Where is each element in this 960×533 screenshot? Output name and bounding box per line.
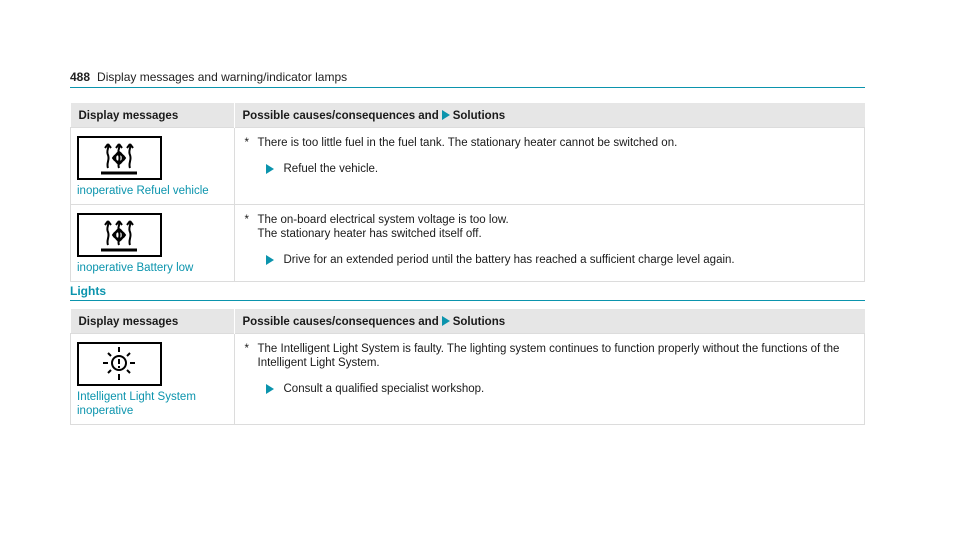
- causes-solutions-cell: [234, 205, 865, 282]
- solution-text: Consult a qualified specialist workshop.: [283, 383, 485, 395]
- solution-item: [241, 382, 859, 396]
- bullet-asterisk: *: [244, 214, 249, 226]
- display-message-line2: inoperative: [77, 405, 134, 417]
- solution-arrow-icon: [266, 164, 274, 174]
- cause-text-line2: The stationary heater has switched itself off.: [257, 228, 482, 240]
- heater-messages-table: [70, 103, 865, 282]
- display-message-cell: [71, 128, 235, 205]
- bullet-asterisk: *: [244, 137, 249, 149]
- stationary-heater-icon: [77, 213, 162, 257]
- cause-item: [241, 213, 859, 241]
- display-message-line1: Intelligent Light System: [77, 391, 196, 403]
- section-title-lights: Lights: [70, 284, 106, 298]
- solution-arrow-icon: [442, 110, 450, 120]
- cause-text: The on-board electrical system voltage is too low.: [257, 214, 509, 226]
- column-header-solutions: Solutions: [452, 110, 506, 122]
- table-row: [71, 334, 865, 425]
- solution-arrow-icon: [442, 316, 450, 326]
- column-header-display-messages: Display messages: [71, 103, 235, 128]
- stationary-heater-icon: [77, 136, 162, 180]
- table-header-row: [71, 309, 865, 334]
- column-header-solutions: Solutions: [452, 316, 506, 328]
- cause-item: [241, 342, 859, 370]
- cause-text: The Intelligent Light System is faulty. The lighting system continues to function properly without the functions of the Intelligent Light System.: [257, 343, 840, 369]
- display-message-text: inoperative Refuel vehicle: [77, 185, 209, 197]
- intelligent-light-warning-icon: [77, 342, 162, 386]
- solution-text: Refuel the vehicle.: [283, 163, 379, 175]
- cause-item: [241, 136, 859, 150]
- column-header-causes-solutions: [234, 309, 865, 334]
- page-number: 488: [70, 70, 91, 84]
- table-header-row: [71, 103, 865, 128]
- column-header-causes: Possible causes/consequences and: [242, 316, 439, 328]
- bullet-asterisk: *: [244, 343, 249, 355]
- display-message-text: inoperative Battery low: [77, 262, 194, 274]
- cause-text: There is too little fuel in the fuel tank. The stationary heater cannot be switched on.: [257, 137, 678, 149]
- display-message-cell: [71, 334, 235, 425]
- solution-text: Drive for an extended period until the battery has reached a sufficient charge level again.: [283, 254, 735, 266]
- causes-solutions-cell: [234, 128, 865, 205]
- table-row: [71, 205, 865, 282]
- causes-solutions-cell: [234, 334, 865, 425]
- table-row: [71, 128, 865, 205]
- column-header-causes-solutions: [234, 103, 865, 128]
- header-divider: [70, 87, 865, 88]
- page-header-title: Display messages and warning/indicator lamps: [97, 70, 348, 84]
- column-header-causes: Possible causes/consequences and: [242, 110, 439, 122]
- display-message-text: [77, 390, 228, 418]
- lights-messages-table: [70, 309, 865, 425]
- section-divider: [70, 300, 865, 301]
- solution-item: [241, 162, 859, 176]
- column-header-display-messages: Display messages: [71, 309, 235, 334]
- display-message-cell: [71, 205, 235, 282]
- solution-item: [241, 253, 859, 267]
- solution-arrow-icon: [266, 384, 274, 394]
- page-header: [70, 70, 865, 84]
- solution-arrow-icon: [266, 255, 274, 265]
